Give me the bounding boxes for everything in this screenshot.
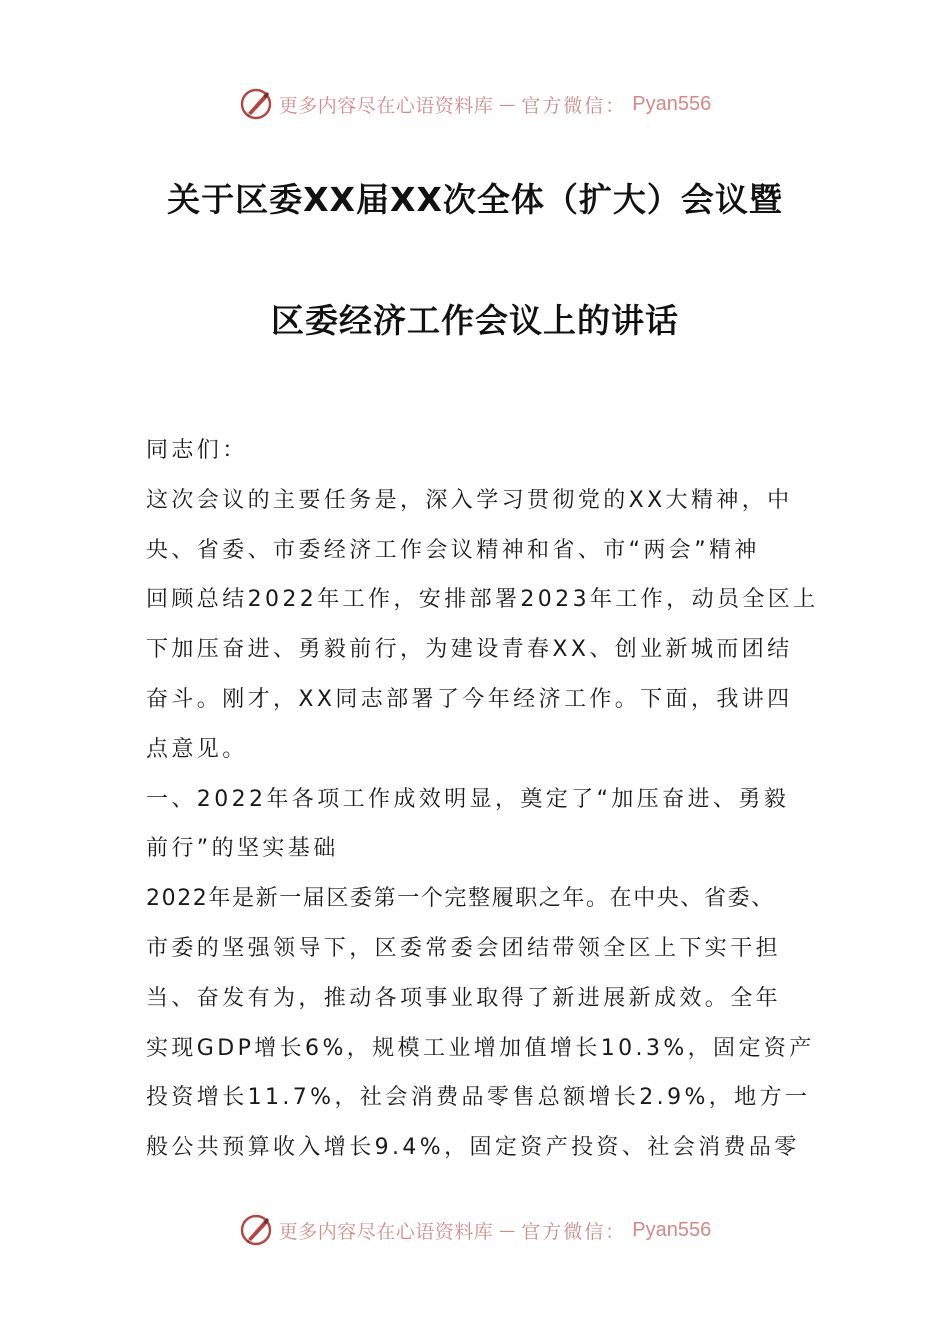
text-line: 前行”的坚实基础 bbox=[146, 836, 339, 862]
watermark-wechat-id: Pyan556 bbox=[632, 1218, 712, 1241]
text-line: 2022年是新一届区委第一个完整履职之年。在中央、省委、 bbox=[146, 886, 775, 912]
text-line: 回顾总结2022年工作，安排部署2023年工作，动员全区上 bbox=[146, 587, 819, 613]
text-line: 市委的坚强领导下，区委常委会团结带领全区上下实干担 bbox=[146, 935, 782, 961]
salutation: 同志们： bbox=[146, 438, 248, 463]
paragraph-2022-review bbox=[146, 874, 826, 1173]
document-title-line2: 区委经济工作会议上的讲话 bbox=[271, 301, 679, 340]
section-heading-1 bbox=[146, 775, 826, 875]
text-line: 实现GDP增长6%，规模工业增加值增长10.3%，固定资产 bbox=[146, 1035, 815, 1061]
watermark-text: 更多内容尽在心语资料库 bbox=[278, 1220, 494, 1243]
watermark-footer bbox=[0, 1210, 950, 1250]
text-line: 一、2022年各项工作成效明显，奠定了“加压奋进、勇毅 bbox=[146, 786, 790, 812]
quill-circle-icon bbox=[239, 87, 273, 121]
text-line: 点意见。 bbox=[146, 736, 248, 762]
watermark-dash: — bbox=[499, 94, 516, 114]
text-line: 央、省委、市委经济工作会议精神和省、市“两会”精神 bbox=[146, 537, 760, 563]
text-line: 奋斗。刚才，XX同志部署了今年经济工作。下面，我讲四 bbox=[146, 686, 793, 712]
text-line: 般公共预算收入增长9.4%，固定资产投资、社会消费品零 bbox=[146, 1135, 800, 1161]
watermark-wechat-label: 官方微信： bbox=[521, 94, 627, 117]
text-line: 这次会议的主要任务是，深入学习贯彻党的XX大精神，中 bbox=[146, 487, 793, 513]
text-line: 当、奋发有为，推动各项事业取得了新进展新成效。全年 bbox=[146, 985, 782, 1011]
paragraph-intro bbox=[146, 476, 826, 775]
watermark-wechat-id: Pyan556 bbox=[632, 92, 712, 115]
document-body bbox=[146, 426, 826, 1173]
watermark-wechat-label: 官方微信： bbox=[521, 1220, 627, 1243]
text-line: 投资增长11.7%，社会消费品零售总额增长2.9%，地方一 bbox=[146, 1085, 811, 1111]
quill-circle-icon bbox=[239, 1213, 273, 1247]
watermark-dash: — bbox=[499, 1220, 516, 1240]
watermark-header bbox=[0, 84, 950, 124]
text-line: 下加压奋进、勇毅前行，为建设青春XX、创业新城而团结 bbox=[146, 637, 793, 663]
document-title-line1: 关于区委XX届XX次全体（扩大）会议暨 bbox=[167, 180, 783, 219]
watermark-text: 更多内容尽在心语资料库 bbox=[278, 94, 494, 117]
